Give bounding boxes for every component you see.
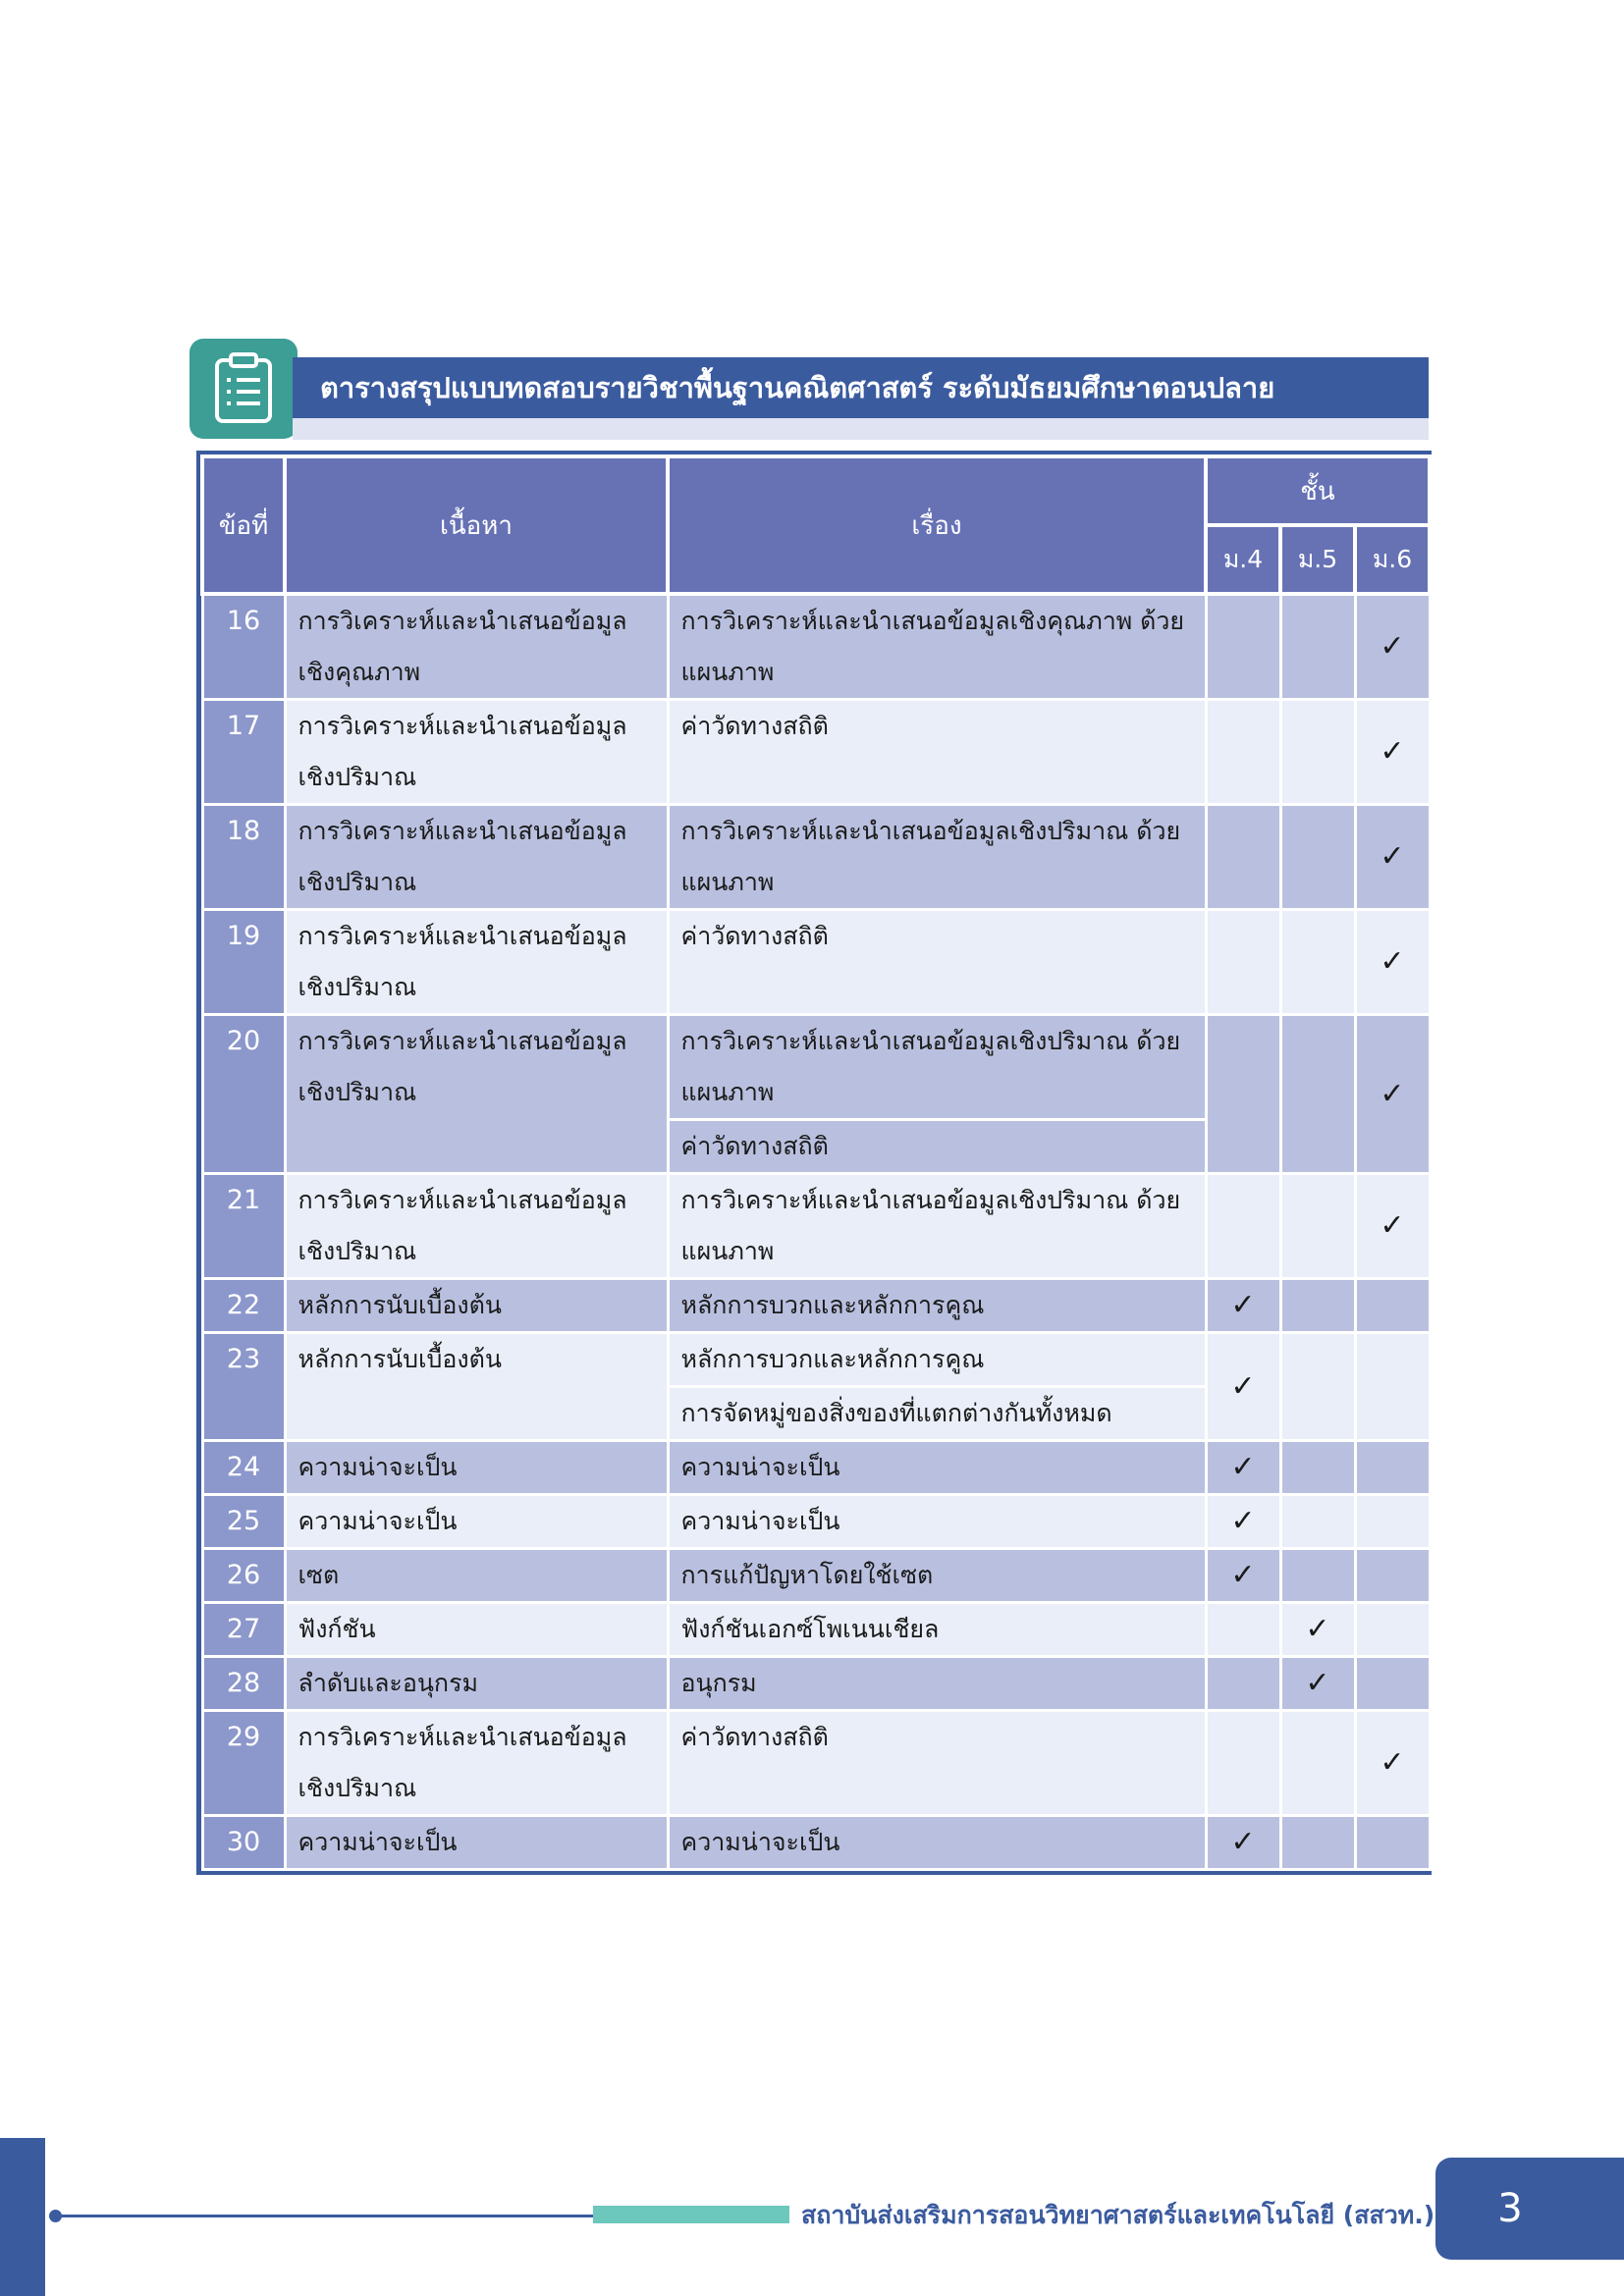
table-body	[202, 594, 1430, 1870]
grade-4-cell	[1206, 1816, 1280, 1870]
topic-text: การวิเคราะห์และนำเสนอข้อมูลเชิงปริมาณ ด้วยแผนภาพ	[680, 1186, 1181, 1265]
grade-4-cell	[1206, 1657, 1280, 1711]
grade-6-cell	[1355, 1816, 1430, 1870]
footer-org-name: สถาบันส่งเสริมการสอนวิทยาศาสตร์และเทคโนโลยี (สสวท.)	[801, 2201, 1435, 2229]
row-number: 22	[202, 1279, 285, 1333]
row-content: หลักการนับเบื้องต้น	[285, 1279, 668, 1333]
row-topic	[668, 910, 1206, 1015]
topic-text: การวิเคราะห์และนำเสนอข้อมูลเชิงปริมาณ ด้วยแผนภาพ	[680, 817, 1181, 896]
row-content: การวิเคราะห์และนำเสนอข้อมูล เชิงปริมาณ	[285, 1015, 668, 1174]
grade-6-cell	[1355, 1333, 1430, 1441]
header-grade-6: ม.6	[1355, 525, 1430, 594]
topic-text: การจัดหมู่ของสิ่งของที่แตกต่างกันทั้งหมด	[670, 1385, 1205, 1439]
check-mark-icon: ✓	[1380, 629, 1405, 664]
table-row	[202, 1549, 1430, 1603]
check-mark-icon: ✓	[1380, 839, 1405, 874]
grade-4-cell	[1206, 805, 1280, 910]
row-topic	[668, 1015, 1206, 1174]
row-content: การวิเคราะห์และนำเสนอข้อมูล เชิงปริมาณ	[285, 1174, 668, 1279]
row-number: 29	[202, 1711, 285, 1816]
header-topic: เรื่อง	[668, 456, 1206, 594]
check-mark-icon: ✓	[1230, 1558, 1256, 1592]
table-row	[202, 1657, 1430, 1711]
table-row	[202, 1174, 1430, 1279]
grade-5-cell	[1280, 1711, 1355, 1816]
footer-line	[57, 2215, 595, 2217]
topic-text: ค่าวัดทางสถิติ	[670, 1118, 1205, 1172]
row-topic	[668, 1279, 1206, 1333]
row-number: 20	[202, 1015, 285, 1174]
row-topic	[668, 1711, 1206, 1816]
header-no: ข้อที่	[202, 456, 285, 594]
summary-table	[200, 454, 1432, 1871]
grade-4-cell	[1206, 1279, 1280, 1333]
grade-6-cell	[1355, 594, 1430, 700]
grade-4-cell	[1206, 1441, 1280, 1495]
row-topic	[668, 1174, 1206, 1279]
grade-6-cell	[1355, 1711, 1430, 1816]
row-content: ลำดับและอนุกรม	[285, 1657, 668, 1711]
row-topic	[668, 1333, 1206, 1441]
topic-text: ค่าวัดทางสถิติ	[680, 712, 829, 740]
check-mark-icon: ✓	[1380, 1076, 1405, 1111]
check-mark-icon: ✓	[1380, 944, 1405, 979]
grade-4-cell	[1206, 1495, 1280, 1549]
header-content: เนื้อหา	[285, 456, 668, 594]
check-mark-icon: ✓	[1380, 1208, 1405, 1243]
row-content: การวิเคราะห์และนำเสนอข้อมูล เชิงปริมาณ	[285, 700, 668, 805]
grade-6-cell	[1355, 1174, 1430, 1279]
row-topic	[668, 805, 1206, 910]
row-topic	[668, 594, 1206, 700]
header-grade-4: ม.4	[1206, 525, 1280, 594]
row-number: 21	[202, 1174, 285, 1279]
topic-text: ความน่าจะเป็น	[680, 1453, 840, 1481]
grade-5-cell	[1280, 594, 1355, 700]
row-topic	[668, 700, 1206, 805]
row-topic	[668, 1495, 1206, 1549]
table-row	[202, 1603, 1430, 1657]
summary-table-frame	[196, 451, 1432, 1875]
row-number: 25	[202, 1495, 285, 1549]
row-content: ความน่าจะเป็น	[285, 1495, 668, 1549]
table-row	[202, 1816, 1430, 1870]
grade-4-cell	[1206, 1603, 1280, 1657]
table-row	[202, 1441, 1430, 1495]
table-row	[202, 1333, 1430, 1441]
topic-text: การแก้ปัญหาโดยใช้เซต	[680, 1561, 934, 1589]
table-row	[202, 700, 1430, 805]
check-mark-icon: ✓	[1230, 1368, 1256, 1404]
grade-4-cell	[1206, 700, 1280, 805]
row-content: การวิเคราะห์และนำเสนอข้อมูล เชิงปริมาณ	[285, 805, 668, 910]
grade-5-cell	[1280, 1549, 1355, 1603]
grade-5-cell	[1280, 910, 1355, 1015]
topic-text: การวิเคราะห์และนำเสนอข้อมูลเชิงคุณภาพ ด้วยแผนภาพ	[680, 607, 1185, 686]
topic-text: การวิเคราะห์และนำเสนอข้อมูลเชิงปริมาณ ด้วยแผนภาพ	[680, 1027, 1181, 1106]
check-mark-icon: ✓	[1230, 1504, 1256, 1538]
grade-5-cell	[1280, 1174, 1355, 1279]
grade-5-cell	[1280, 1603, 1355, 1657]
header-grade: ชั้น	[1206, 456, 1430, 525]
grade-5-cell	[1280, 1333, 1355, 1441]
table-row	[202, 910, 1430, 1015]
header-grade-5: ม.5	[1280, 525, 1355, 594]
grade-4-cell	[1206, 1333, 1280, 1441]
row-topic	[668, 1549, 1206, 1603]
grade-6-cell	[1355, 700, 1430, 805]
grade-6-cell	[1355, 1495, 1430, 1549]
grade-5-cell	[1280, 1015, 1355, 1174]
table-row	[202, 1015, 1430, 1174]
check-mark-icon: ✓	[1230, 1450, 1256, 1484]
topic-text: หลักการบวกและหลักการคูณ	[680, 1345, 985, 1373]
row-number: 19	[202, 910, 285, 1015]
grade-6-cell	[1355, 805, 1430, 910]
row-topic	[668, 1441, 1206, 1495]
row-content: ความน่าจะเป็น	[285, 1441, 668, 1495]
row-content: เซต	[285, 1549, 668, 1603]
topic-text: ฟังก์ชันเอกซ์โพเนนเชียล	[680, 1615, 940, 1643]
check-mark-icon: ✓	[1305, 1666, 1330, 1700]
grade-6-cell	[1355, 910, 1430, 1015]
grade-5-cell	[1280, 1657, 1355, 1711]
grade-4-cell	[1206, 910, 1280, 1015]
row-number: 27	[202, 1603, 285, 1657]
row-number: 28	[202, 1657, 285, 1711]
row-number: 18	[202, 805, 285, 910]
clipboard-list-icon	[189, 339, 298, 439]
row-number: 24	[202, 1441, 285, 1495]
check-mark-icon: ✓	[1380, 1745, 1405, 1780]
row-number: 23	[202, 1333, 285, 1441]
footer-accent-bar	[593, 2206, 789, 2223]
grade-4-cell	[1206, 594, 1280, 700]
row-content: การวิเคราะห์และนำเสนอข้อมูล เชิงคุณภาพ	[285, 594, 668, 700]
row-number: 30	[202, 1816, 285, 1870]
grade-4-cell	[1206, 1549, 1280, 1603]
row-topic	[668, 1603, 1206, 1657]
topic-text: อนุกรม	[680, 1669, 757, 1697]
row-topic	[668, 1657, 1206, 1711]
row-number: 16	[202, 594, 285, 700]
grade-5-cell	[1280, 1441, 1355, 1495]
check-mark-icon: ✓	[1230, 1288, 1256, 1322]
table-row	[202, 1279, 1430, 1333]
footer-left-bar	[0, 2138, 45, 2296]
grade-5-cell	[1280, 1816, 1355, 1870]
row-content: ความน่าจะเป็น	[285, 1816, 668, 1870]
row-content: ฟังก์ชัน	[285, 1603, 668, 1657]
topic-text: ความน่าจะเป็น	[680, 1507, 840, 1535]
topic-text: ความน่าจะเป็น	[680, 1828, 840, 1856]
grade-4-cell	[1206, 1711, 1280, 1816]
table-row	[202, 805, 1430, 910]
check-mark-icon: ✓	[1305, 1612, 1330, 1646]
check-mark-icon: ✓	[1230, 1825, 1256, 1859]
topic-text: หลักการบวกและหลักการคูณ	[680, 1291, 985, 1319]
page-number: 3	[1435, 2158, 1624, 2260]
title-banner	[293, 357, 1429, 418]
grade-4-cell	[1206, 1015, 1280, 1174]
row-content: การวิเคราะห์และนำเสนอข้อมูล เชิงปริมาณ	[285, 910, 668, 1015]
row-topic	[668, 1816, 1206, 1870]
grade-6-cell	[1355, 1015, 1430, 1174]
check-mark-icon: ✓	[1380, 734, 1405, 769]
topic-text: ค่าวัดทางสถิติ	[680, 1723, 829, 1751]
grade-6-cell	[1355, 1657, 1430, 1711]
title-underbar	[293, 418, 1429, 440]
table-row	[202, 1711, 1430, 1816]
grade-5-cell	[1280, 700, 1355, 805]
grade-4-cell	[1206, 1174, 1280, 1279]
grade-6-cell	[1355, 1603, 1430, 1657]
grade-5-cell	[1280, 1279, 1355, 1333]
grade-6-cell	[1355, 1549, 1430, 1603]
grade-6-cell	[1355, 1279, 1430, 1333]
row-content: หลักการนับเบื้องต้น	[285, 1333, 668, 1441]
page-title: ตารางสรุปแบบทดสอบรายวิชาพื้นฐานคณิตศาสตร์ ระดับมัธยมศึกษาตอนปลาย	[320, 371, 1275, 404]
table-row	[202, 594, 1430, 700]
row-number: 26	[202, 1549, 285, 1603]
table-row	[202, 1495, 1430, 1549]
row-content: การวิเคราะห์และนำเสนอข้อมูล เชิงปริมาณ	[285, 1711, 668, 1816]
grade-6-cell	[1355, 1441, 1430, 1495]
grade-5-cell	[1280, 805, 1355, 910]
grade-5-cell	[1280, 1495, 1355, 1549]
topic-text: ค่าวัดทางสถิติ	[680, 922, 829, 950]
row-number: 17	[202, 700, 285, 805]
